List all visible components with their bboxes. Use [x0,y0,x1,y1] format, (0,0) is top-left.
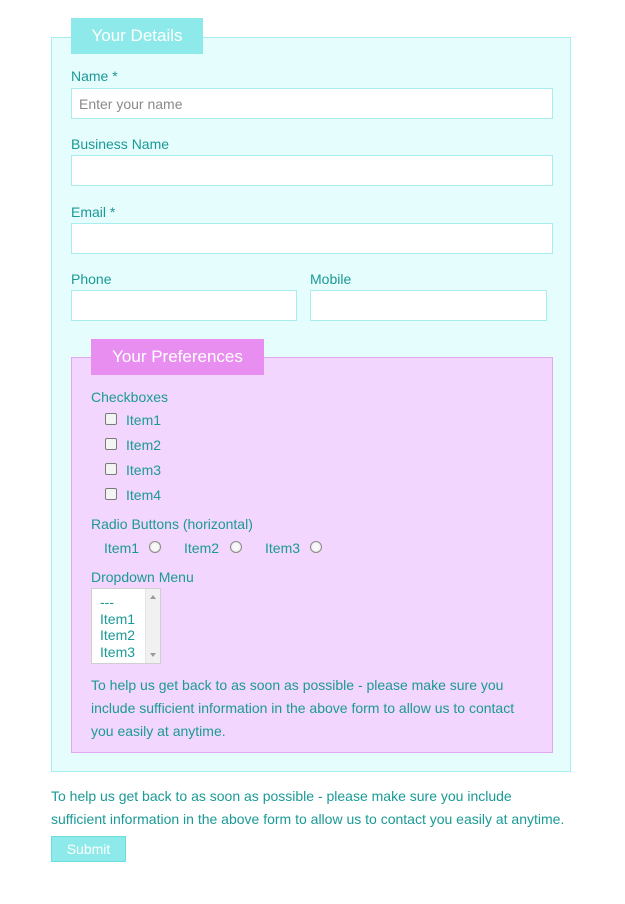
scroll-down-arrow-icon[interactable] [150,653,156,657]
email-input[interactable] [71,223,553,254]
preferences-legend: Your Preferences [91,339,264,375]
radio-item3[interactable] [310,541,322,553]
preferences-help-text [91,674,541,743]
dropdown-label: Dropdown Menu [91,569,194,585]
checkbox-item3-label: Item3 [126,462,162,478]
checkbox-item2-label: Item2 [126,437,162,453]
details-legend: Your Details [71,18,203,54]
radio-item1[interactable] [149,541,161,553]
radio-item1-label: Item1 [104,540,140,556]
dropdown-option[interactable]: Item2 [100,627,136,643]
phone-label: Phone [71,271,112,287]
preferences-help-line: you easily at anytime. [91,723,226,739]
radio-item3-label: Item3 [265,540,301,556]
scroll-up-arrow-icon[interactable] [150,595,156,599]
name-label: Name * [71,68,118,84]
dropdown-option[interactable]: Item3 [100,644,136,660]
mobile-label: Mobile [310,271,352,287]
radio-item2-label: Item2 [184,540,220,556]
preferences-help-line: To help us get back to as soon as possible - please make sure you [91,677,504,693]
submit-button[interactable]: Submit [51,836,126,862]
footer-help-line: To help us get back to as soon as possible - please make sure you include [51,788,512,804]
mobile-input[interactable] [310,290,547,321]
checkbox-item4[interactable] [105,488,117,500]
dropdown-scrollbar[interactable] [145,589,160,663]
dropdown-listbox[interactable] [91,588,161,664]
checkboxes-label: Checkboxes [91,389,169,405]
phone-input[interactable] [71,290,297,321]
radio-item2[interactable] [230,541,242,553]
preferences-help-line: include sufficient information in the above form to allow us to contact [91,700,515,716]
checkbox-item1[interactable] [105,413,117,425]
checkbox-item1-label: Item1 [126,412,162,428]
dropdown-option[interactable]: --- [100,594,114,610]
checkbox-item4-label: Item4 [126,487,162,503]
business-name-label: Business Name [71,136,170,152]
radio-buttons-label: Radio Buttons (horizontal) [91,516,253,532]
email-label: Email * [71,204,116,220]
footer-help-line: sufficient information in the above form to allow us to contact you easily at anytime. [51,811,565,827]
footer-help-text [51,785,591,831]
checkbox-item3[interactable] [105,463,117,475]
business-name-input[interactable] [71,155,553,186]
checkbox-item2[interactable] [105,438,117,450]
dropdown-option[interactable]: Item1 [100,611,136,627]
name-input[interactable] [71,88,553,119]
